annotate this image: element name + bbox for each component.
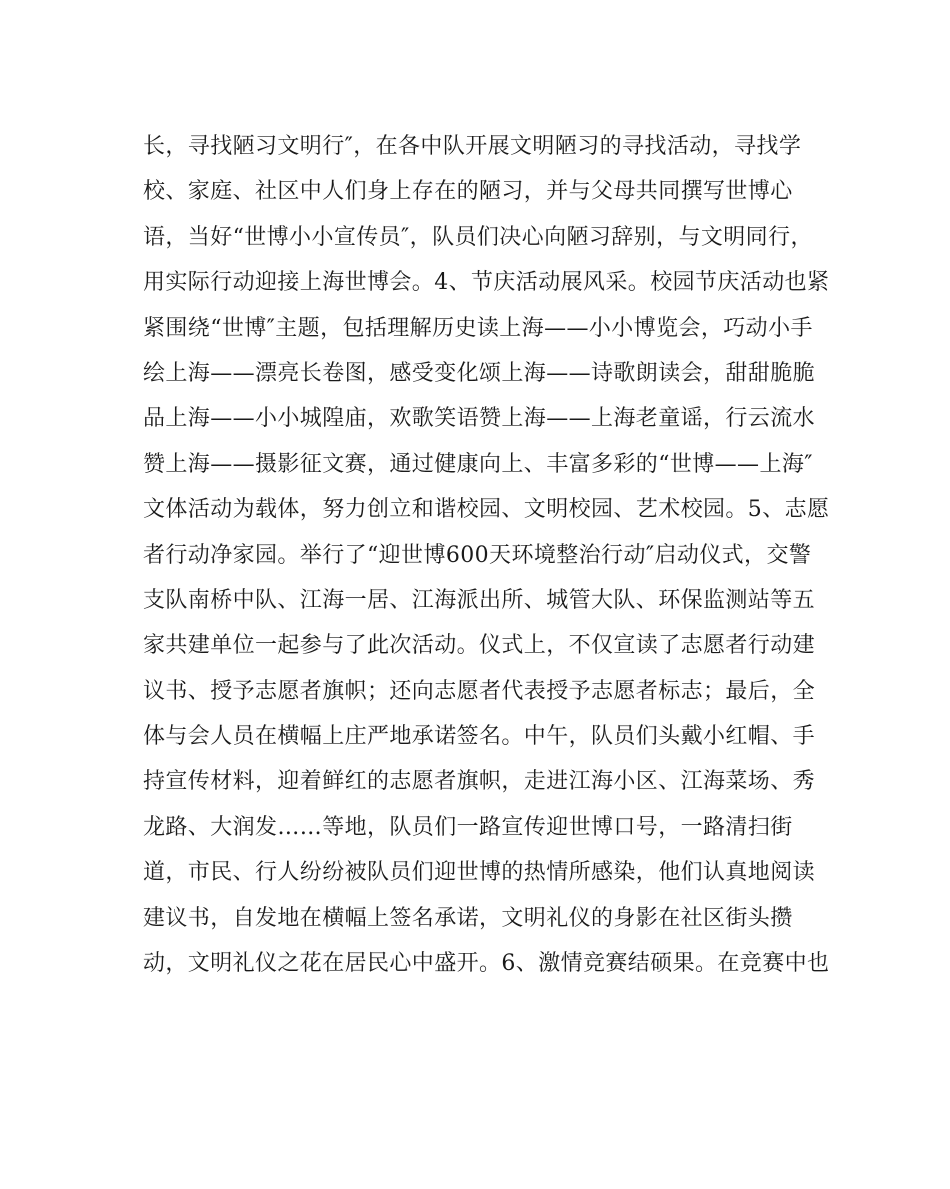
text-line: 道，市民、行人纷纷被队员们迎世博的热情所感染，他们认真地阅读	[143, 860, 816, 886]
text-line: 长，寻找陋习文明行″，在各中队开展文明陋习的寻找活动，寻找学	[143, 134, 802, 159]
text-line: 议书、授予志愿者旗帜；还向志愿者代表授予志愿者标志；最后，全	[143, 678, 816, 704]
text-line: 文体活动为载体，努力创立和谐校园、文明校园、艺术校园。5、志愿	[143, 497, 830, 523]
text-line: 者行动净家园。举行了“迎世博600天环境整治行动″启动仪式，交警	[143, 542, 812, 568]
text-line: 动，文明礼仪之花在居民心中盛开。6、激情竞赛结硕果。在竞赛中也	[143, 951, 830, 977]
text-line: 绘上海——漂亮长卷图，感受变化颂上海——诗歌朗读会，甜甜脆脆	[143, 360, 816, 386]
text-line: 赞上海——摄影征文赛，通过健康向上、丰富多彩的“世博——上海″	[143, 451, 813, 477]
text-line: 语，当好“世博小小宣传员″，队员们决心向陋习辞别，与文明同行，	[143, 224, 813, 250]
text-line: 龙路、大润发……等地，队员们一路宣传迎世博口号，一路清扫街	[143, 814, 793, 840]
text-line: 校、家庭、社区中人们身上存在的陋习，并与父母共同撰写世博心	[143, 179, 793, 205]
text-line: 体与会人员在横幅上庄严地承诺签名。中午，队员们头戴小红帽、手	[143, 724, 816, 750]
text-line: 用实际行动迎接上海世博会。4、节庆活动展风采。校园节庆活动也紧	[143, 270, 830, 296]
text-line: 紧围绕“世博″主题，包括理解历史读上海——小小博览会，巧动小手	[143, 315, 813, 341]
body-text	[143, 124, 830, 986]
text-line: 支队南桥中队、江海一居、江海派出所、城管大队、环保监测站等五	[143, 587, 816, 613]
text-line: 品上海——小小城隍庙，欢歌笑语赞上海——上海老童谣，行云流水	[143, 406, 816, 432]
text-line: 家共建单位一起参与了此次活动。仪式上，不仅宣读了志愿者行动建	[143, 633, 816, 659]
text-line: 建议书，自发地在横幅上签名承诺，文明礼仪的身影在社区街头攒	[143, 905, 793, 931]
text-line: 持宣传材料，迎着鲜红的志愿者旗帜，走进江海小区、江海菜场、秀	[143, 769, 816, 795]
